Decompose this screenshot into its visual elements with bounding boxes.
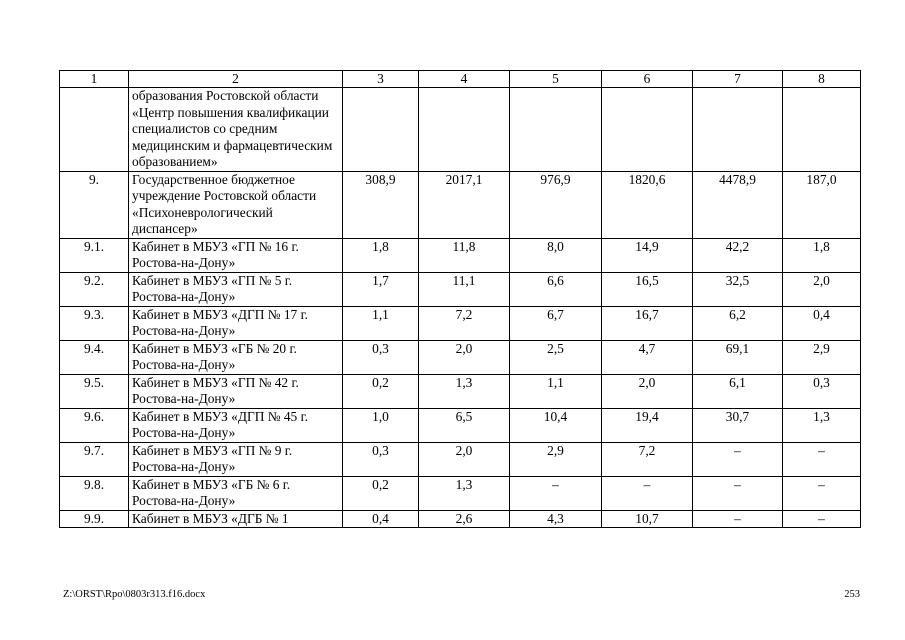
value-cell-col-4: 2,0 — [419, 340, 510, 374]
table-row — [60, 340, 861, 374]
value-cell-col-4: 11,1 — [419, 272, 510, 306]
value-cell-col-3: 1,8 — [343, 238, 419, 272]
table-row — [60, 238, 861, 272]
value-cell-col-5: 2,9 — [510, 442, 602, 476]
value-cell-col-4: 2017,1 — [419, 171, 510, 238]
row-name: Кабинет в МБУЗ «ДГП № 17 г. Ростова-на-Дону» — [129, 306, 343, 340]
row-name: Кабинет в МБУЗ «ГП № 5 г. Ростова-на-Дону» — [129, 272, 343, 306]
value-cell-col-7: 32,5 — [693, 272, 783, 306]
value-cell-col-6: 19,4 — [602, 408, 693, 442]
table-row — [60, 306, 861, 340]
value-cell-col-4: 1,3 — [419, 476, 510, 510]
column-header-4: 4 — [419, 71, 510, 88]
value-cell-col-6: 10,7 — [602, 510, 693, 528]
column-header-5: 5 — [510, 71, 602, 88]
value-cell-col-5: 976,9 — [510, 171, 602, 238]
value-cell-col-3: 0,2 — [343, 476, 419, 510]
value-cell-col-4: 2,0 — [419, 442, 510, 476]
value-cell-col-8: 0,4 — [783, 306, 861, 340]
row-name: Кабинет в МБУЗ «ГБ № 20 г. Ростова-на-Дону» — [129, 340, 343, 374]
value-cell-col-8: 2,0 — [783, 272, 861, 306]
row-number: 9. — [60, 171, 129, 238]
value-cell-col-8: 0,3 — [783, 374, 861, 408]
value-cell-col-5 — [510, 88, 602, 172]
value-cell-col-6: 16,7 — [602, 306, 693, 340]
row-number: 9.7. — [60, 442, 129, 476]
value-cell-col-4 — [419, 88, 510, 172]
value-cell-col-5: 1,1 — [510, 374, 602, 408]
value-cell-col-8: – — [783, 442, 861, 476]
value-cell-col-6: 2,0 — [602, 374, 693, 408]
value-cell-col-3: 1,0 — [343, 408, 419, 442]
table-row — [60, 476, 861, 510]
data-table — [59, 70, 861, 528]
value-cell-col-8: 187,0 — [783, 171, 861, 238]
table-row — [60, 88, 861, 172]
value-cell-col-4: 1,3 — [419, 374, 510, 408]
value-cell-col-4: 6,5 — [419, 408, 510, 442]
value-cell-col-6: 4,7 — [602, 340, 693, 374]
row-number: 9.8. — [60, 476, 129, 510]
value-cell-col-5: – — [510, 476, 602, 510]
table-header — [60, 71, 861, 88]
value-cell-col-5: 6,7 — [510, 306, 602, 340]
row-number: 9.1. — [60, 238, 129, 272]
table-row — [60, 408, 861, 442]
row-name: Кабинет в МБУЗ «ДГП № 45 г. Ростова-на-Дону» — [129, 408, 343, 442]
value-cell-col-7: 6,1 — [693, 374, 783, 408]
table-row — [60, 510, 861, 528]
value-cell-col-8: 1,8 — [783, 238, 861, 272]
table-row — [60, 374, 861, 408]
value-cell-col-5: 10,4 — [510, 408, 602, 442]
column-header-1: 1 — [60, 71, 129, 88]
value-cell-col-7 — [693, 88, 783, 172]
row-name: Кабинет в МБУЗ «ДГБ № 1 — [129, 510, 343, 528]
row-number — [60, 88, 129, 172]
value-cell-col-4: 2,6 — [419, 510, 510, 528]
footer-file-path: Z:\ORST\Rpo\0803r313.f16.docx — [63, 589, 206, 600]
value-cell-col-5: 6,6 — [510, 272, 602, 306]
value-cell-col-6: – — [602, 476, 693, 510]
row-number: 9.6. — [60, 408, 129, 442]
value-cell-col-3: 0,3 — [343, 442, 419, 476]
row-number: 9.9. — [60, 510, 129, 528]
value-cell-col-7: – — [693, 442, 783, 476]
row-number: 9.2. — [60, 272, 129, 306]
value-cell-col-7: – — [693, 476, 783, 510]
value-cell-col-5: 4,3 — [510, 510, 602, 528]
table-body — [60, 88, 861, 528]
value-cell-col-3 — [343, 88, 419, 172]
value-cell-col-7: 42,2 — [693, 238, 783, 272]
table-row — [60, 442, 861, 476]
value-cell-col-7: 30,7 — [693, 408, 783, 442]
value-cell-col-8: 1,3 — [783, 408, 861, 442]
value-cell-col-5: 2,5 — [510, 340, 602, 374]
column-header-8: 8 — [783, 71, 861, 88]
value-cell-col-8: – — [783, 510, 861, 528]
column-header-6: 6 — [602, 71, 693, 88]
column-header-3: 3 — [343, 71, 419, 88]
value-cell-col-5: 8,0 — [510, 238, 602, 272]
value-cell-col-3: 0,2 — [343, 374, 419, 408]
value-cell-col-6: 1820,6 — [602, 171, 693, 238]
value-cell-col-7: 4478,9 — [693, 171, 783, 238]
table-row — [60, 171, 861, 238]
value-cell-col-6 — [602, 88, 693, 172]
value-cell-col-8 — [783, 88, 861, 172]
table-row — [60, 272, 861, 306]
value-cell-col-3: 1,7 — [343, 272, 419, 306]
row-number: 9.3. — [60, 306, 129, 340]
value-cell-col-6: 14,9 — [602, 238, 693, 272]
row-name: Государственное бюджетное учреждение Ростовской области «Психоневрологический диспансер» — [129, 171, 343, 238]
value-cell-col-8: – — [783, 476, 861, 510]
row-name: Кабинет в МБУЗ «ГП № 16 г. Ростова-на-Дону» — [129, 238, 343, 272]
value-cell-col-3: 1,1 — [343, 306, 419, 340]
value-cell-col-7: – — [693, 510, 783, 528]
row-number: 9.5. — [60, 374, 129, 408]
row-name: образования Ростовской области «Центр повышения квалификации специалистов со средним медицинским и фармацевтическим образованием» — [129, 88, 343, 172]
value-cell-col-3: 0,3 — [343, 340, 419, 374]
column-header-2: 2 — [129, 71, 343, 88]
footer-page-number: 253 — [844, 589, 860, 600]
row-number: 9.4. — [60, 340, 129, 374]
value-cell-col-8: 2,9 — [783, 340, 861, 374]
value-cell-col-3: 308,9 — [343, 171, 419, 238]
value-cell-col-6: 16,5 — [602, 272, 693, 306]
header-row — [60, 71, 861, 88]
column-header-7: 7 — [693, 71, 783, 88]
value-cell-col-7: 69,1 — [693, 340, 783, 374]
value-cell-col-3: 0,4 — [343, 510, 419, 528]
row-name: Кабинет в МБУЗ «ГБ № 6 г. Ростова-на-Дону» — [129, 476, 343, 510]
value-cell-col-4: 7,2 — [419, 306, 510, 340]
value-cell-col-7: 6,2 — [693, 306, 783, 340]
value-cell-col-4: 11,8 — [419, 238, 510, 272]
value-cell-col-6: 7,2 — [602, 442, 693, 476]
row-name: Кабинет в МБУЗ «ГП № 42 г. Ростова-на-Дону» — [129, 374, 343, 408]
row-name: Кабинет в МБУЗ «ГП № 9 г. Ростова-на-Дону» — [129, 442, 343, 476]
